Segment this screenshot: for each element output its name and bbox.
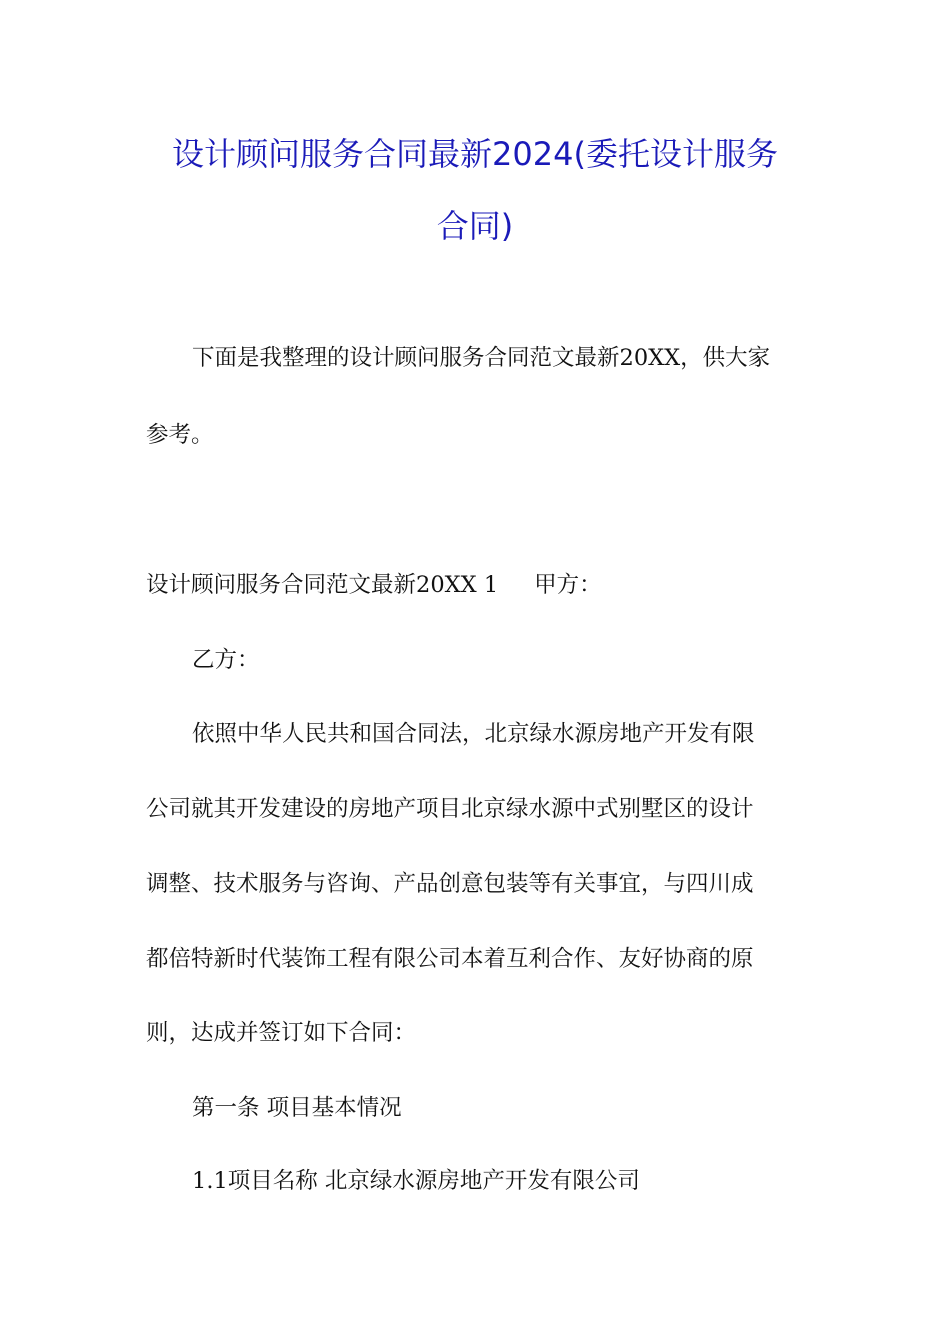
paragraph-line-2: 公司就其开发建设的房地产项目北京绿水源中式别墅区的设计: [146, 796, 754, 822]
document-title-line-1: 设计顾问服务合同最新2024(委托设计服务: [172, 135, 778, 173]
article-1-heading: 第一条 项目基本情况: [192, 1095, 402, 1121]
intro-text-line-1: 下面是我整理的设计顾问服务合同范文最新20XX，供大家: [192, 345, 771, 371]
section-heading-row: [146, 570, 602, 600]
party-a-label: 甲方：: [534, 572, 602, 598]
document-title-line-2: 合同): [436, 207, 514, 245]
paragraph-line-3: 调整、技术服务与咨询、产品创意包装等有关事宜，与四川成: [146, 871, 754, 897]
party-b-label: 乙方：: [192, 647, 260, 673]
paragraph-line-5: 则，达成并签订如下合同：: [146, 1020, 417, 1046]
item-1-1: 1.1项目名称 北京绿水源房地产开发有限公司: [192, 1168, 640, 1194]
intro-text-line-2: 参考。: [146, 422, 214, 448]
section-heading: 设计顾问服务合同范文最新20XX 1: [146, 572, 499, 598]
paragraph-line-1: 依照中华人民共和国合同法，北京绿水源房地产开发有限: [192, 721, 755, 747]
paragraph-line-4: 都倍特新时代装饰工程有限公司本着互利合作、友好协商的原: [146, 946, 754, 972]
